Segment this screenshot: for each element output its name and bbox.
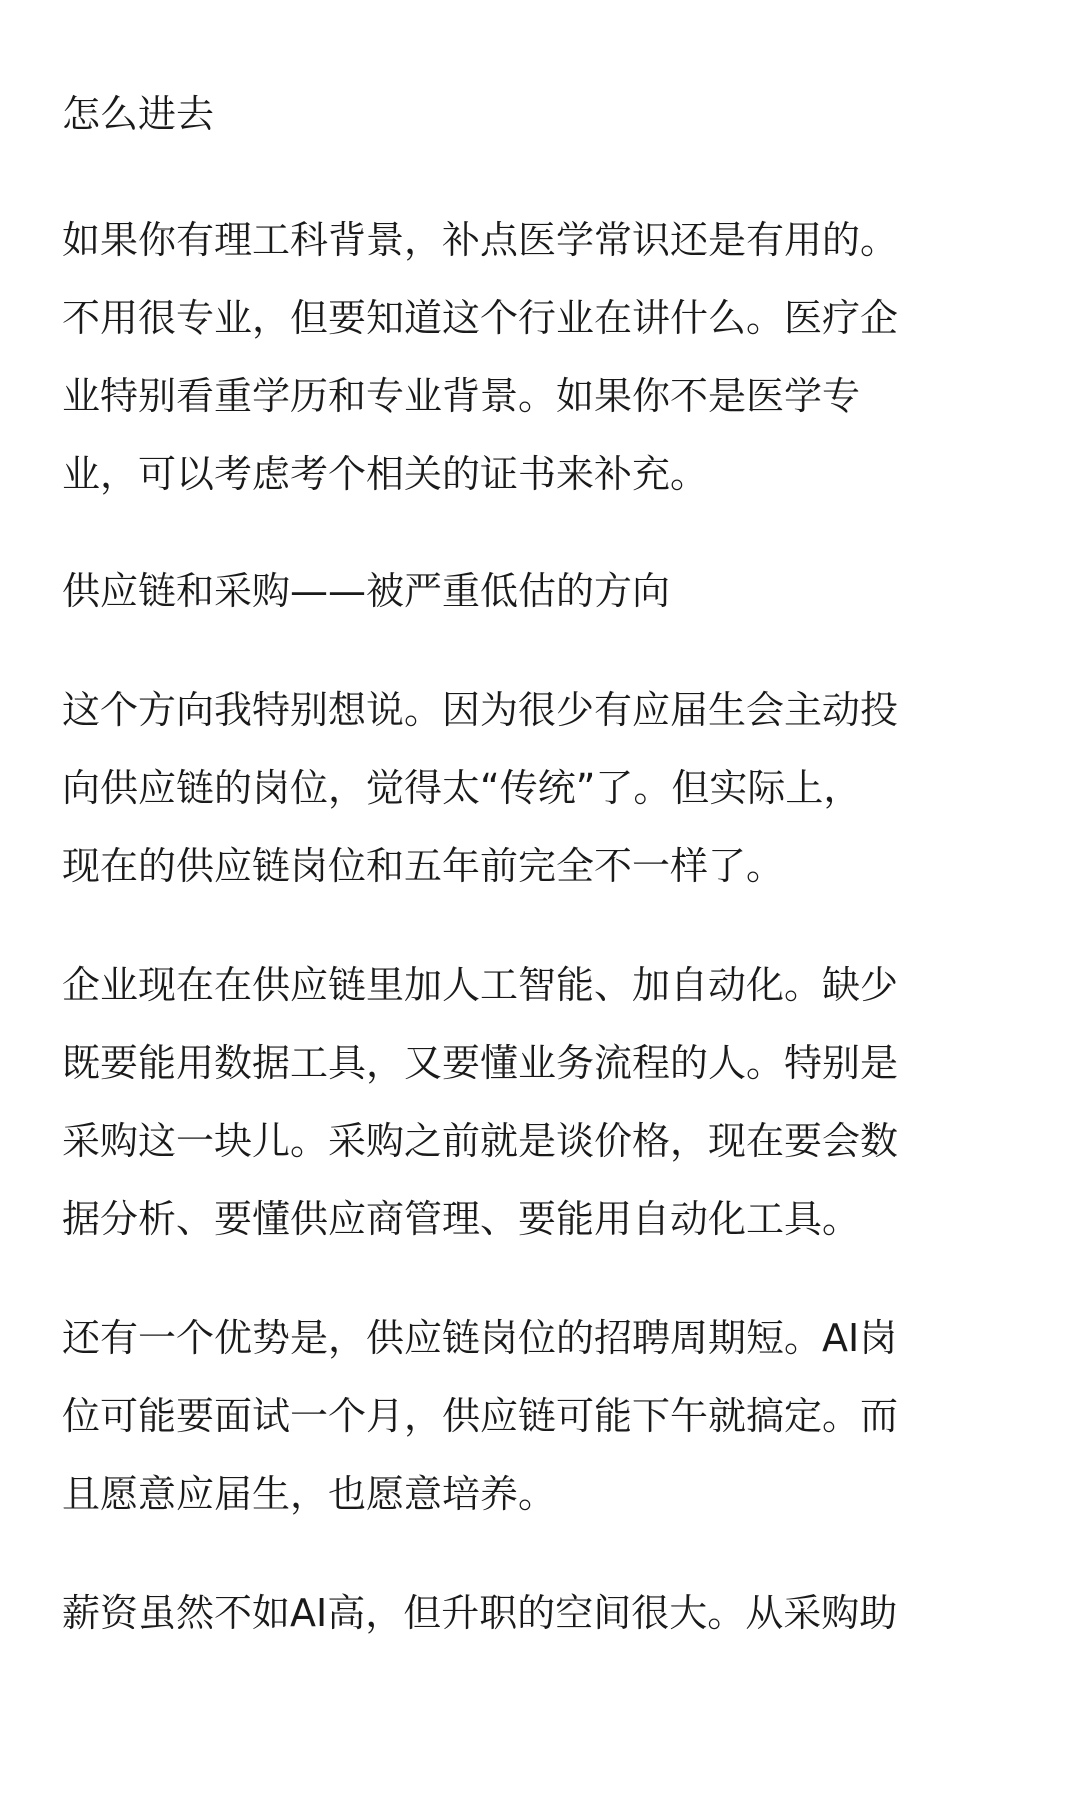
paragraph-line: 据分析、要懂供应商管理、要能用自动化工具。 — [62, 1197, 861, 1241]
paragraph-line: 业特别看重学历和专业背景。如果你不是医学专 — [62, 374, 861, 418]
paragraph-line: 这个方向我特别想说。因为很少有应届生会主动投 — [62, 688, 899, 732]
paragraph-line: 且愿意应届生，也愿意培养。 — [62, 1472, 557, 1516]
section-heading-supply-chain: 供应链和采购——被严重低估的方向 — [62, 569, 671, 613]
paragraph-line: 位可能要面试一个月，供应链可能下午就搞定。而 — [62, 1394, 899, 1438]
paragraph-line: 还有一个优势是，供应链岗位的招聘周期短。AI岗 — [62, 1316, 898, 1360]
paragraph-line: 业，可以考虑考个相关的证书来补充。 — [62, 452, 709, 496]
paragraph-line: 企业现在在供应链里加人工智能、加自动化。缺少 — [62, 963, 899, 1007]
paragraph-line: 现在的供应链岗位和五年前完全不一样了。 — [62, 844, 785, 888]
paragraph-line: 向供应链的岗位，觉得太“传统”了。但实际上， — [62, 766, 862, 810]
paragraph-line: 采购这一块儿。采购之前就是谈价格，现在要会数 — [62, 1119, 899, 1163]
paragraph-line: 如果你有理工科背景，补点医学常识还是有用的。 — [62, 218, 899, 262]
paragraph-line: 既要能用数据工具，又要懂业务流程的人。特别是 — [62, 1041, 899, 1085]
paragraph-line: 不用很专业，但要知道这个行业在讲什么。医疗企 — [62, 296, 899, 340]
section-heading-how-to-enter: 怎么进去 — [62, 92, 215, 136]
paragraph-line: 薪资虽然不如AI高，但升职的空间很大。从采购助 — [62, 1591, 898, 1635]
